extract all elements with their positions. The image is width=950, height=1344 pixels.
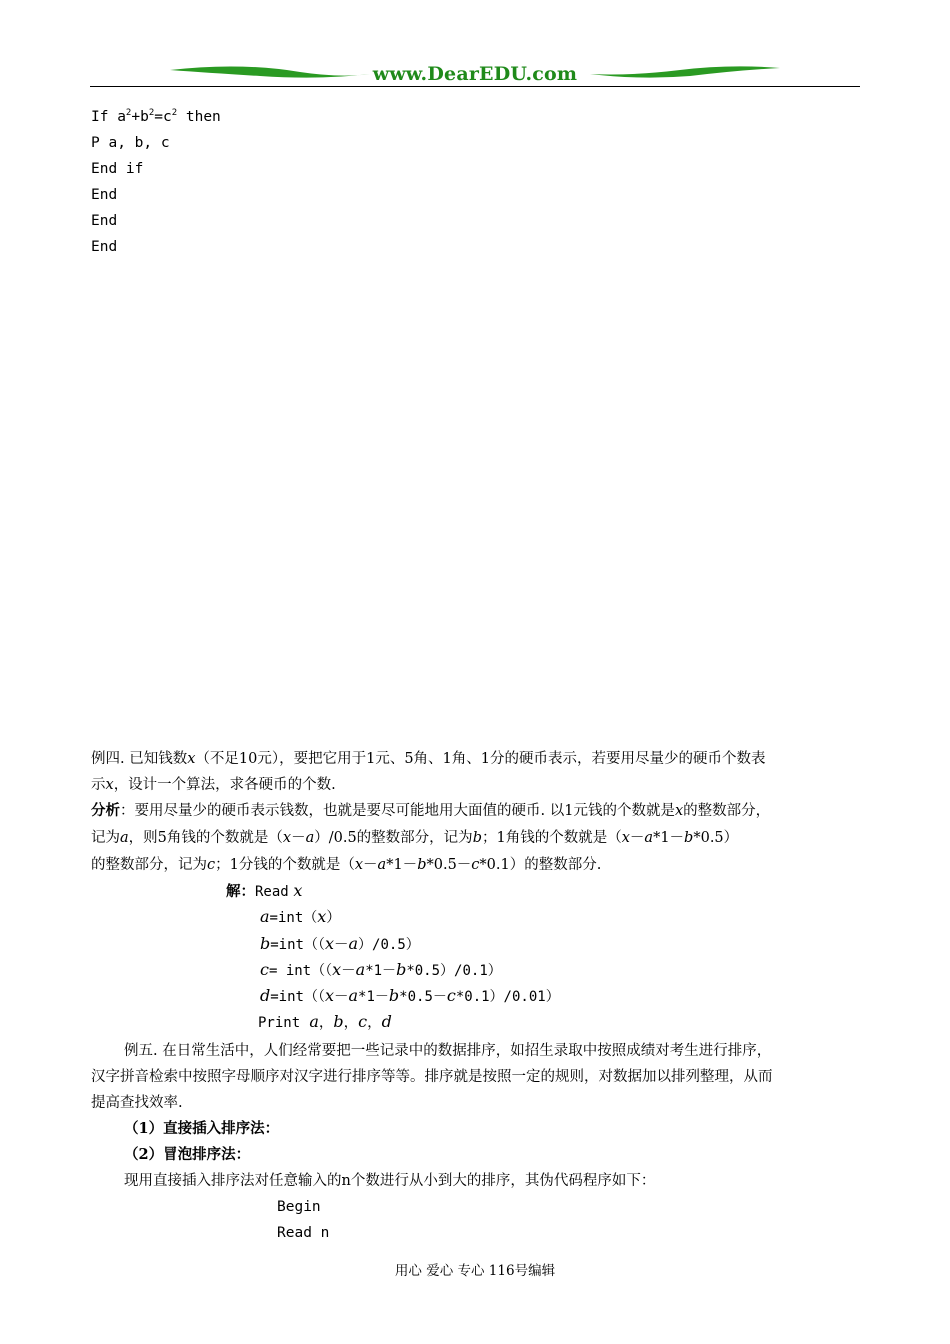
code-block-top <box>91 104 221 260</box>
site-logo[interactable]: www.DearEDU.com <box>372 63 578 85</box>
solution-line-c: c= int（（x－a*1－b*0.5）/0.1） <box>260 960 502 979</box>
solution-line-d: d=int（（x－a*1－b*0.5－c*0.1）/0.01） <box>260 986 560 1005</box>
pseudo-code-line: Begin <box>277 1199 321 1215</box>
solution-label: 解： <box>226 883 255 900</box>
analysis-line2: 记为a，则5角钱的个数就是（x－a）/0.5的整数部分，记为b；1角钱的个数就是（x－a*1－b*0.5） <box>91 830 739 846</box>
pseudo-code-line: Read n <box>277 1225 330 1241</box>
code-line: P a, b, c <box>91 135 170 151</box>
header-divider <box>90 86 860 87</box>
example5-line4: 现用直接插入排序法对任意输入的n个数进行从小到大的排序，其伪代码程序如下： <box>124 1173 656 1189</box>
example4-line2: 示x，设计一个算法，求各硬币的个数. <box>91 777 336 793</box>
solution-print-line: Print a，b，c，d <box>258 1012 392 1031</box>
code-line: End <box>91 187 118 203</box>
page-footer: 用心 爱心 专心 116号编辑 <box>394 1263 556 1279</box>
example5-line1: 例五. 在日常生活中，人们经常要把一些记录中的数据排序，如招生录取中按照成绩对考生进行排序， <box>124 1043 772 1059</box>
solution-line-b: b=int（（x－a）/0.5） <box>260 934 420 953</box>
code-line: End <box>91 239 118 255</box>
solution-line-a: a=int（x） <box>260 907 341 926</box>
analysis-label: 分析 <box>91 802 120 819</box>
solution-read-line: 解：Read x <box>226 881 303 900</box>
example5-line2: 汉字拼音检索中按照字母顺序对汉字进行排序等等。排序就是按照一定的规则，对数据加以排列整理，从而 <box>91 1069 773 1085</box>
analysis-line1: 分析：要用尽量少的硬币表示钱数，也就是要尽可能地用大面值的硬币. 以1元钱的个数就是x的整数部分， <box>91 802 771 819</box>
method-insertion-sort: （1）直接插入排序法： <box>124 1120 280 1137</box>
code-line: End if <box>91 161 144 177</box>
code-line: If $a^2+b^2=c^2$ then <box>91 108 221 125</box>
code-line: End <box>91 213 118 229</box>
example5-line3: 提高查找效率. <box>91 1095 183 1111</box>
example4-line1: 例四. 已知钱数x（不足10元），要把它用于1元、5角、1角、1分的硬币表示，若要用尽量少的硬币个数表 <box>91 751 766 767</box>
method-bubble-sort: （2）冒泡排序法： <box>124 1146 251 1163</box>
analysis-line3: 的整数部分，记为c；1分钱的个数就是（x－a*1－b*0.5－c*0.1）的整数部分. <box>91 857 602 873</box>
